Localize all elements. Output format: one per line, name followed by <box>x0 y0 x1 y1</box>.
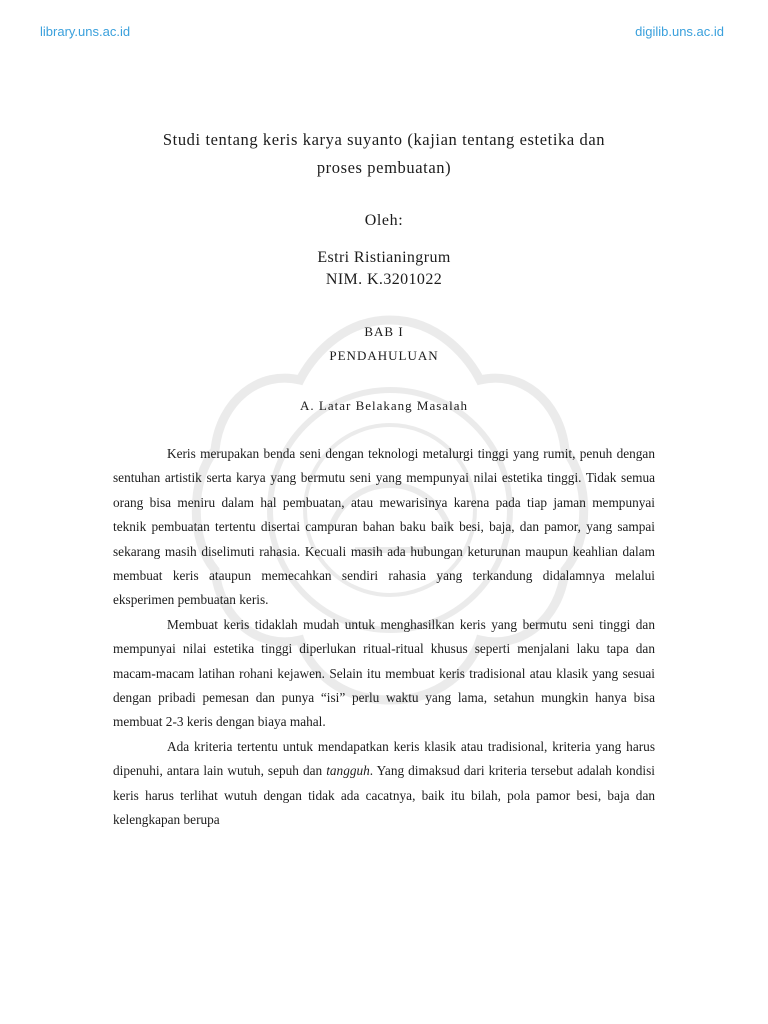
paragraph-1: Keris merupakan benda seni dengan teknologi metalurgi tinggi yang rumit, penuh dengan sentuhan artistik serta karya yang bermutu seni yang mempunyai nilai estetika tinggi. Tidak semua orang bisa meniru dalam hal pembuatan, atau mewarisinya karena pada tiap jaman mempunyai teknik pembuatan tertentu disertai campuran bahan baku baik besi, baja, dan pamor, yang sampai sekarang masih diselimuti rahasia. Kecuali masih ada hubungan keturunan maupun keahlian dalam membuat keris ataupun memecahkan sendiri rahasia yang terkandung didalamnya melalui eksperimen pembuatan keris. <box>113 446 655 608</box>
paragraph-2: Membuat keris tidaklah mudah untuk menghasilkan keris yang bermutu seni tinggi dan mempunyai nilai estetika tinggi diperlukan ritual-ritual khusus seperti menjalani laku tapa dan macam-macam latihan rohani kejawen. Selain itu membuat keris tradisional atau klasik yang sesuai dengan pribadi pemesan dan punya “isi” perlu waktu yang lama, setahun mungkin hanya bisa membuat 2-3 keris dengan biaya mahal. <box>113 616 655 730</box>
author-block <box>0 247 768 291</box>
title-line-2: proses pembuatan) <box>316 158 452 177</box>
paragraph-3 <box>113 735 655 833</box>
author-name: Estri Ristianingrum <box>317 249 451 266</box>
title-line-1: Studi tentang keris karya suyanto (kajian tentang estetika dan <box>162 130 606 149</box>
chapter-title: PENDAHULUAN <box>329 348 439 363</box>
document-title <box>0 126 768 182</box>
section-heading: A. Latar Belakang Masalah <box>300 398 468 413</box>
paragraph-3-italic-term: tangguh <box>326 763 370 779</box>
paragraph-3-end: . Yang dimaksud dari kriteria tersebut adalah kondisi keris harus terlihat wutuh dengan tidak ada cacatnya, baik itu bilah, pola pamor besi, baja dan kelengkapan berupa <box>113 763 655 828</box>
digilib-link[interactable]: digilib.uns.ac.id <box>635 24 724 39</box>
author-nim: NIM. K.3201022 <box>325 271 443 288</box>
paragraph-3-start: Ada kriteria tertentu untuk mendapatkan keris klasik atau tradisional, kriteria yang harus dipenuhi, antara lain wutuh, sepuh dan <box>113 738 655 779</box>
library-link[interactable]: library.uns.ac.id <box>40 24 131 39</box>
chapter-number: BAB I <box>364 324 404 339</box>
body-text <box>113 442 655 833</box>
byline-label: Oleh: <box>364 212 404 229</box>
